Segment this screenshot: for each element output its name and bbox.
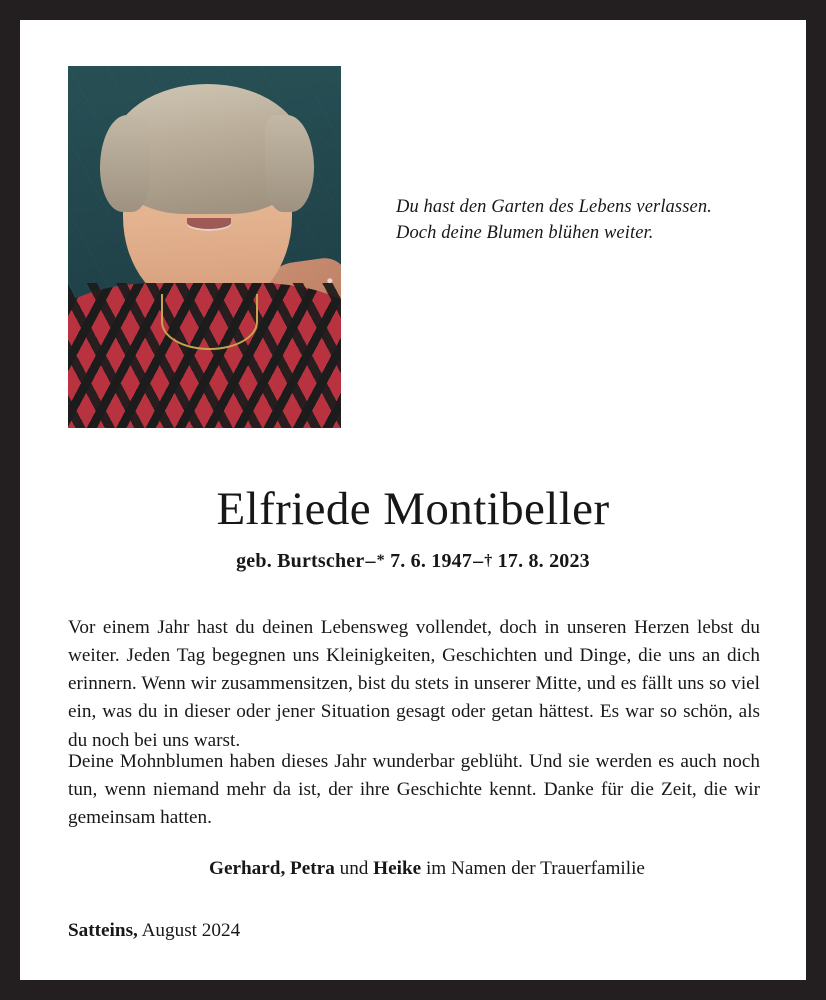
family-signature xyxy=(68,858,760,880)
photo-necklace xyxy=(161,294,258,350)
signature-names-first: Gerhard, Petra xyxy=(209,858,335,879)
signature-names-last: Heike xyxy=(373,858,422,879)
signature-conjunction: und xyxy=(339,858,369,879)
memorial-paragraph-2: Deine Mohnblumen haben dieses Jahr wunderbar geblüht. Und sie werden es auch noch tun, wenn niemand mehr da ist, der ihre Geschichte kennt. Danke für die Zeit, die wir gemeinsam hatten. xyxy=(68,751,760,829)
memorial-paragraph-1: Vor einem Jahr hast du deinen Lebensweg vollendet, doch in unseren Herzen lebst du weiter. Jeden Tag begegnen uns Kleinigkeiten, Geschichten und Dinge, die uns an dich erinnern. Wenn wir zusammensitzen, bist du stets in unserer Mitte, und es fällt uns so viel ein, was du in dieser oder jener Situation gesagt oder getan hättest. Es war so schön, als du noch bei uns warst. xyxy=(68,617,760,751)
epigraph-line-1: Du hast den Garten des Lebens verlassen. xyxy=(396,197,712,217)
maiden-name: geb. Burtscher xyxy=(236,550,365,572)
signature-closing: im Namen der Trauerfamilie xyxy=(425,858,645,879)
birth-symbol: * xyxy=(376,552,385,569)
deceased-name: Elfriede Montibeller xyxy=(216,483,610,535)
deceased-dates xyxy=(20,550,806,573)
place-and-date xyxy=(68,920,240,942)
death-symbol: † xyxy=(484,552,493,569)
dates-separator-1: – xyxy=(365,550,376,572)
photo-hair xyxy=(112,84,303,214)
epigraph-line-2: Doch deine Blumen blühen weiter. xyxy=(396,223,654,244)
birth-date: 7. 6. 1947 xyxy=(390,550,473,572)
photo-smile xyxy=(187,218,231,231)
notice-inner xyxy=(20,20,806,980)
epigraph xyxy=(396,194,776,247)
portrait-photo xyxy=(68,66,341,428)
photo-background xyxy=(68,66,341,428)
dates-separator-2: – xyxy=(473,550,484,572)
notice-date: August 2024 xyxy=(141,920,241,941)
place-name: Satteins, xyxy=(68,920,138,941)
death-date: 17. 8. 2023 xyxy=(497,550,590,572)
